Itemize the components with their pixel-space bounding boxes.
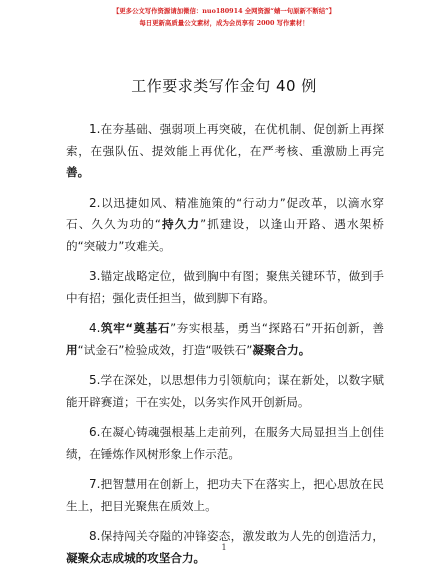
item-number: 3. xyxy=(89,269,101,283)
item-text: 以迅捷如风、精准施策的“行动力”促改革，以滴水穿石、久久为功的“ xyxy=(66,195,384,231)
item-text: 在凝心铸魂强根基上走前列，在服务大局显担当上创佳绩，在锤炼作风树形象上作示范。 xyxy=(66,425,384,461)
item-number: 4. xyxy=(89,321,101,335)
item-number: 1. xyxy=(89,122,101,136)
promo-banner-line-1: 【更多公文写作资源请加微信：nuo180914 全网资源“蜻一句原新不断结”】 xyxy=(112,7,336,15)
item-text-bold: 用 xyxy=(66,342,78,357)
item-text-bold: 奠基石 xyxy=(133,321,171,335)
item-text-bold: 凝聚合力。 xyxy=(252,342,311,357)
item-text: 保持闯关夺隘的冲锋姿态，激发敢为人先的创造活力， xyxy=(100,529,384,543)
item-text: ”夯实根基，勇当“探路石”开拓创新，善 xyxy=(170,321,384,335)
list-item xyxy=(66,266,384,309)
item-number: 6. xyxy=(89,425,101,439)
list-item xyxy=(66,318,384,361)
item-text-bold: 凝聚众志成城的攻坚合力。 xyxy=(66,550,206,565)
list-item xyxy=(66,193,384,258)
item-text-bold: 筑牢“ xyxy=(100,321,133,335)
list-item xyxy=(66,474,384,517)
item-text: ”抓建设，以逢山开路、遇水架桥的“突破力”攻难关。 xyxy=(66,217,384,253)
list-item xyxy=(66,119,384,184)
item-text: 在夯基础、强弱项上再突破，在优机制、促创新上再探索，在强队伍、提效能上再优化，在严考核、重激励上再完 xyxy=(66,122,384,158)
item-number: 8. xyxy=(89,529,101,543)
promo-banner-line-2: 每日更新高质量公文素材，成为会员享有 2000 写作素材！ xyxy=(139,19,309,27)
item-text: 把智慧用在创新上，把功夫下在落实上，把心思放在民生上，把目光聚焦在质效上。 xyxy=(66,477,384,513)
item-text-bold: 善。 xyxy=(66,165,90,179)
item-number: 5. xyxy=(89,373,101,387)
item-text: 学在深处，以思想伟力引领航向；谋在新处，以数字赋能开辟赛道；干在实处，以务实作风开创新局。 xyxy=(66,373,384,409)
list-item xyxy=(66,422,384,465)
list-item xyxy=(66,370,384,413)
item-text: 锚定战略定位，做到胸中有图；聚焦关键环节，做到手中有招；强化责任担当，做到脚下有路。 xyxy=(66,269,384,305)
page-number: 1 xyxy=(221,543,227,552)
item-text: “试金石”检验成效，打造“吸铁石” xyxy=(77,342,253,357)
document-title: 工作要求类写作金句 40 例 xyxy=(131,77,317,95)
item-list xyxy=(66,119,384,578)
item-number: 2. xyxy=(89,195,101,210)
item-text-bold: 持久力 xyxy=(160,217,201,231)
item-number: 7. xyxy=(89,477,101,491)
